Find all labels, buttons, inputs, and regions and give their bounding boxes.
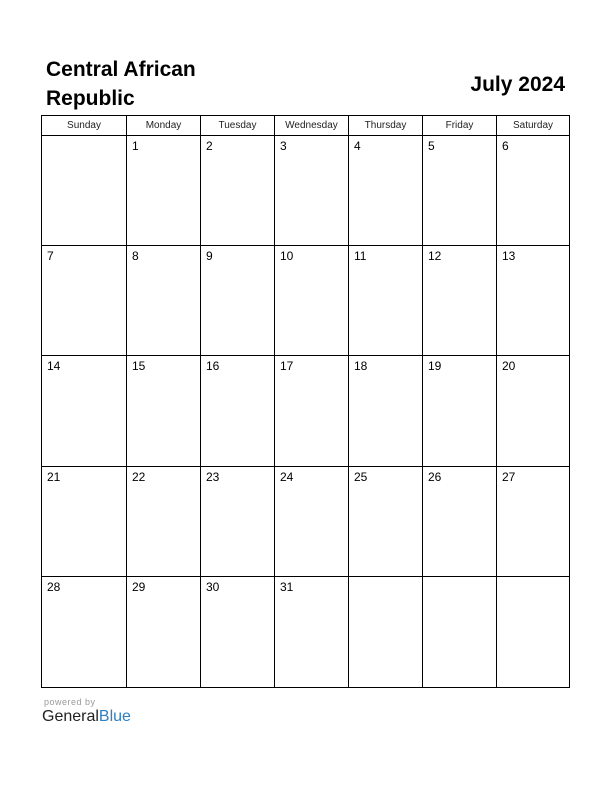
day-cell: 7 xyxy=(42,246,127,356)
brand-logo xyxy=(42,708,131,726)
calendar-grid xyxy=(41,115,570,688)
day-cell: 21 xyxy=(42,467,127,577)
day-cell: 23 xyxy=(201,467,275,577)
day-cell: 20 xyxy=(497,356,569,466)
brand-name-general: General xyxy=(42,708,99,725)
day-cell: 6 xyxy=(497,136,569,246)
day-cell: 26 xyxy=(423,467,497,577)
day-cell: 16 xyxy=(201,356,275,466)
day-cell: 15 xyxy=(127,356,201,466)
day-cell: 27 xyxy=(497,467,569,577)
day-cell: 19 xyxy=(423,356,497,466)
weekday-header: Sunday xyxy=(42,116,127,136)
day-cell: 4 xyxy=(349,136,423,246)
day-cell: 5 xyxy=(423,136,497,246)
day-cell: 29 xyxy=(127,577,201,687)
day-cell xyxy=(497,577,569,687)
day-cell: 1 xyxy=(127,136,201,246)
day-cell: 10 xyxy=(275,246,349,356)
day-cell: 11 xyxy=(349,246,423,356)
day-cell: 24 xyxy=(275,467,349,577)
day-cell: 3 xyxy=(275,136,349,246)
day-cell: 31 xyxy=(275,577,349,687)
day-cell: 8 xyxy=(127,246,201,356)
day-cell: 14 xyxy=(42,356,127,466)
day-cell: 9 xyxy=(201,246,275,356)
weekday-header: Monday xyxy=(127,116,201,136)
day-cell: 28 xyxy=(42,577,127,687)
day-cell: 17 xyxy=(275,356,349,466)
day-cell xyxy=(349,577,423,687)
month-label: July 2024 xyxy=(470,73,565,96)
day-cell: 2 xyxy=(201,136,275,246)
day-cell: 12 xyxy=(423,246,497,356)
day-cell: 18 xyxy=(349,356,423,466)
day-cell xyxy=(423,577,497,687)
day-cell: 13 xyxy=(497,246,569,356)
weekday-header: Friday xyxy=(423,116,497,136)
brand-name-blue: Blue xyxy=(98,708,131,725)
day-cell: 25 xyxy=(349,467,423,577)
day-cell xyxy=(42,136,127,246)
weekday-header: Saturday xyxy=(497,116,569,136)
powered-by-text: powered by xyxy=(44,697,96,707)
calendar-title: Central African Republic xyxy=(46,58,196,110)
day-cell: 30 xyxy=(201,577,275,687)
day-cell: 22 xyxy=(127,467,201,577)
weekday-header: Tuesday xyxy=(201,116,275,136)
weekday-header: Thursday xyxy=(349,116,423,136)
weekday-header: Wednesday xyxy=(275,116,349,136)
